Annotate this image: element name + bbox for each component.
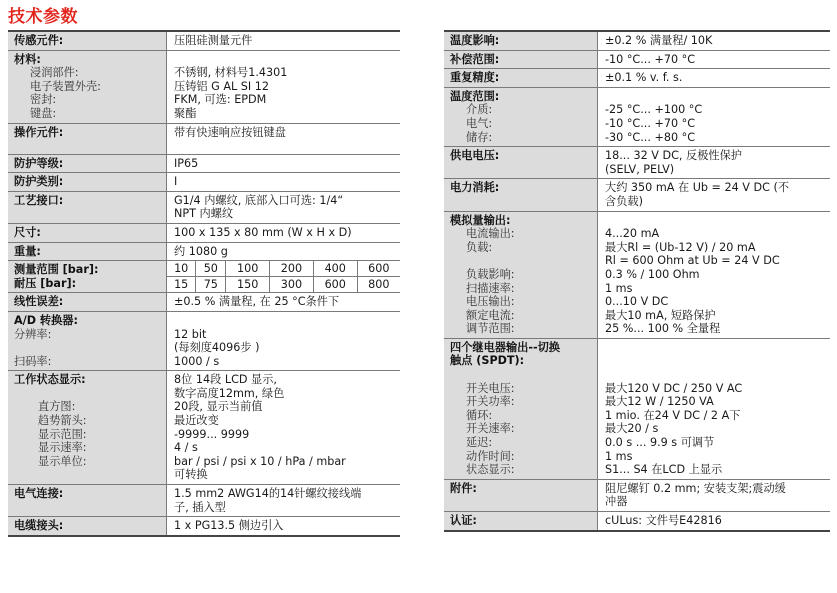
row-power	[444, 179, 830, 211]
value-trend: 最近改变	[174, 414, 219, 428]
burst-cell: 800	[357, 277, 400, 293]
label-display: 工作状态显示:	[14, 373, 86, 387]
label-relay-output-1: 四个继电器输出--切换	[450, 340, 560, 354]
sublabel-load: 负载:	[466, 240, 493, 254]
label-compensation: 补偿范围:	[450, 52, 500, 66]
sublabel-switch-power: 开关功率:	[466, 395, 515, 409]
value-display-range: -9999... 9999	[174, 427, 250, 441]
value-compensation: -10 °C... +70 °C	[605, 52, 696, 66]
label-certification: 认证:	[450, 514, 477, 527]
value-load-1: 最大Rl = (Ub-12 V) / 20 mA	[605, 240, 756, 254]
sublabel-scan-rate: 扫描速率:	[466, 281, 515, 295]
sublabel-medium: 介质:	[466, 103, 493, 117]
value-accessories-1: 阻尼螺钉 0.2 mm; 安装支架;震动缓	[605, 481, 786, 495]
row-operation	[8, 124, 400, 155]
burst-cell: 150	[226, 277, 270, 293]
range-cell: 600	[357, 261, 400, 277]
label-repeatability: 重复精度:	[450, 71, 500, 85]
value-protection-class: I	[174, 175, 178, 189]
row-weight	[8, 243, 400, 262]
sublabel-trend: 趋势箭头:	[38, 414, 87, 428]
sublabel-display-rate: 显示速率:	[38, 441, 87, 455]
range-cell: 400	[313, 261, 357, 277]
value-wetted: 不锈钢, 材料号1.4301	[174, 66, 288, 80]
range-cell: 10	[167, 261, 196, 277]
row-relay-output	[444, 339, 830, 480]
label-temp-effect: 温度影响:	[450, 34, 500, 47]
label-relay-output-2: 触点 (SPDT):	[450, 354, 525, 368]
value-display-unit: bar / psi / psi x 10 / hPa / mbar	[174, 454, 346, 468]
label-ad-converter: A/D 转换器:	[14, 313, 78, 327]
row-certification	[444, 512, 830, 532]
sublabel-resolution: 分辨率:	[14, 327, 52, 341]
range-burst-row	[167, 277, 400, 293]
label-cable: 电缆接头:	[14, 519, 64, 533]
value-operation: 带有快速响应按钮键盘	[174, 125, 286, 139]
sublabel-current-output: 电流输出:	[466, 227, 515, 241]
value-housing: 压铸铝 G AL SI 12	[174, 79, 269, 93]
sublabel-housing: 电子装置外壳:	[30, 79, 101, 93]
value-weight: 约 1080 g	[174, 244, 228, 258]
row-protection-class	[8, 173, 400, 192]
value-medium-temp: -25 °C... +100 °C	[605, 103, 703, 117]
value-voltage-output: 0...10 V DC	[605, 295, 669, 309]
sublabel-display-unit: 显示单位:	[38, 454, 87, 468]
sublabel-delay: 延迟:	[466, 436, 493, 450]
label-protection-class: 防护类别:	[14, 175, 64, 189]
spec-table-left	[8, 30, 400, 537]
value-seal: FKM, 可选: EPDM	[174, 93, 267, 107]
value-supply-1: 18... 32 V DC, 反极性保护	[605, 149, 742, 163]
value-load-effect: 0.3 % / 100 Ohm	[605, 267, 700, 281]
row-protection-grade	[8, 155, 400, 174]
spec-table-right	[444, 30, 830, 532]
row-sensor	[8, 32, 400, 51]
sublabel-rated-current: 额定电流:	[466, 308, 515, 322]
label-material: 材料:	[14, 52, 41, 66]
label-linearity: 线性误差:	[14, 295, 64, 309]
label-power: 电力消耗:	[450, 181, 500, 195]
value-cable: 1 x PG13.5 侧边引入	[174, 519, 284, 533]
value-action-time: 1 ms	[605, 449, 633, 463]
value-sensor: 压阻硅测量元件	[174, 34, 253, 47]
value-certification: cULus: 文件号E42816	[605, 514, 722, 527]
sublabel-wetted: 浸润部件:	[30, 66, 79, 80]
sublabel-status-display: 状态显示:	[466, 463, 515, 477]
value-process-connection-2: NPT 内螺纹	[174, 207, 234, 221]
label-burst-pressure: 耐压 [bar]:	[14, 276, 77, 290]
sublabel-switch-rate: 开关速率:	[466, 422, 515, 436]
burst-cell: 600	[313, 277, 357, 293]
range-cell: 100	[226, 261, 270, 277]
value-keypad: 聚酯	[174, 106, 197, 120]
sublabel-scan-rate: 扫码率:	[14, 354, 52, 368]
burst-cell: 75	[196, 277, 226, 293]
row-temp-effect	[444, 32, 830, 51]
sublabel-load-effect: 负载影响:	[466, 267, 515, 281]
value-display-rate: 4 / s	[174, 441, 198, 455]
row-process-connection	[8, 192, 400, 224]
sublabel-action-time: 动作时间:	[466, 449, 515, 463]
label-sensor: 传感元件:	[14, 34, 64, 47]
value-rated-current: 最大10 mA, 短路保护	[605, 308, 716, 322]
row-accessories	[444, 480, 830, 512]
label-supply: 供电电压:	[450, 149, 500, 163]
sublabel-electric: 电气:	[466, 116, 493, 130]
label-analog-output: 模拟量输出:	[450, 213, 511, 227]
row-material	[8, 51, 400, 124]
row-supply	[444, 147, 830, 179]
range-measure-row	[167, 261, 400, 277]
label-electrical: 电气连接:	[14, 487, 64, 501]
value-supply-2: (SELV, PELV)	[605, 162, 675, 176]
row-display	[8, 371, 400, 485]
label-process-connection: 工艺接口:	[14, 193, 64, 207]
value-size: 100 x 135 x 80 mm (W x H x D)	[174, 225, 352, 239]
value-resolution-steps: (每刻度4096步 )	[174, 341, 260, 355]
row-range	[8, 261, 400, 293]
sublabel-seal: 密封:	[30, 93, 57, 107]
burst-cell: 15	[167, 277, 196, 293]
value-status-display: S1... S4 在LCD 上显示	[605, 463, 723, 477]
range-table	[167, 261, 400, 292]
value-linearity: ±0.5 % 满量程, 在 25 °C条件下	[174, 295, 340, 309]
row-size	[8, 224, 400, 243]
value-scan-rate: 1000 / s	[174, 354, 220, 368]
value-delay: 0.0 s ... 9.9 s 可调节	[605, 436, 715, 450]
row-ad-converter	[8, 312, 400, 371]
value-electrical-1: 1.5 mm2 AWG14的14针螺纹接线端	[174, 487, 362, 501]
value-protection-grade: IP65	[174, 156, 199, 170]
sublabel-voltage-output: 电压输出:	[466, 295, 515, 309]
label-weight: 重量:	[14, 244, 41, 258]
value-histogram: 20段, 显示当前值	[174, 400, 263, 414]
sublabel-cycles: 循环:	[466, 408, 493, 422]
sublabel-keypad: 键盘:	[30, 106, 57, 120]
value-current-output: 4...20 mA	[605, 227, 660, 241]
label-measure-range: 测量范围 [bar]:	[14, 263, 99, 277]
value-cycles: 1 mio. 在24 V DC / 2 A下	[605, 408, 741, 422]
value-power-1: 大约 350 mA 在 Ub = 24 V DC (不	[605, 181, 790, 195]
value-switch-voltage: 最大120 V DC / 250 V AC	[605, 381, 743, 395]
sublabel-adjust-range: 调节范围:	[466, 322, 515, 336]
label-size: 尺寸:	[14, 225, 41, 239]
row-linearity	[8, 293, 400, 312]
value-display-switchable: 可转换	[174, 468, 208, 482]
value-repeatability: ±0.1 % v. f. s.	[605, 71, 683, 85]
label-temp-range: 温度范围:	[450, 89, 500, 103]
value-adjust-range: 25 %... 100 % 全量程	[605, 322, 721, 336]
sublabel-switch-voltage: 开关电压:	[466, 381, 515, 395]
value-switch-rate: 最大20 / s	[605, 422, 659, 436]
row-electrical	[8, 485, 400, 517]
row-compensation	[444, 51, 830, 70]
page-title: 技术参数	[8, 7, 78, 27]
row-temp-range	[444, 88, 830, 147]
value-switch-power: 最大12 W / 1250 VA	[605, 395, 714, 409]
label-accessories: 附件:	[450, 481, 477, 495]
label-operation: 操作元件:	[14, 125, 64, 139]
value-storage-temp: -30 °C... +80 °C	[605, 130, 696, 144]
sublabel-histogram: 直方图:	[38, 400, 76, 414]
burst-cell: 300	[270, 277, 314, 293]
range-cell: 200	[270, 261, 314, 277]
value-electrical-2: 子, 插入型	[174, 500, 226, 514]
row-analog-output	[444, 212, 830, 339]
value-display-2: 数字高度12mm, 绿色	[174, 386, 285, 400]
value-load-2: Rl = 600 Ohm at Ub = 24 V DC	[605, 254, 780, 268]
value-scan-rate: 1 ms	[605, 281, 633, 295]
value-electric-temp: -10 °C... +70 °C	[605, 116, 696, 130]
value-power-2: 含负载)	[605, 194, 643, 208]
value-accessories-2: 冲器	[605, 495, 628, 509]
label-protection-grade: 防护等级:	[14, 156, 64, 170]
value-resolution: 12 bit	[174, 327, 207, 341]
sublabel-display-range: 显示范围:	[38, 427, 87, 441]
value-temp-effect: ±0.2 % 满量程/ 10K	[605, 34, 713, 47]
row-cable	[8, 517, 400, 537]
value-process-connection-1: G1/4 内螺纹, 底部入口可选: 1/4“	[174, 193, 344, 207]
value-display-1: 8位 14段 LCD 显示,	[174, 373, 277, 387]
range-cell: 50	[196, 261, 226, 277]
sublabel-storage: 储存:	[466, 130, 493, 144]
row-repeatability	[444, 69, 830, 88]
